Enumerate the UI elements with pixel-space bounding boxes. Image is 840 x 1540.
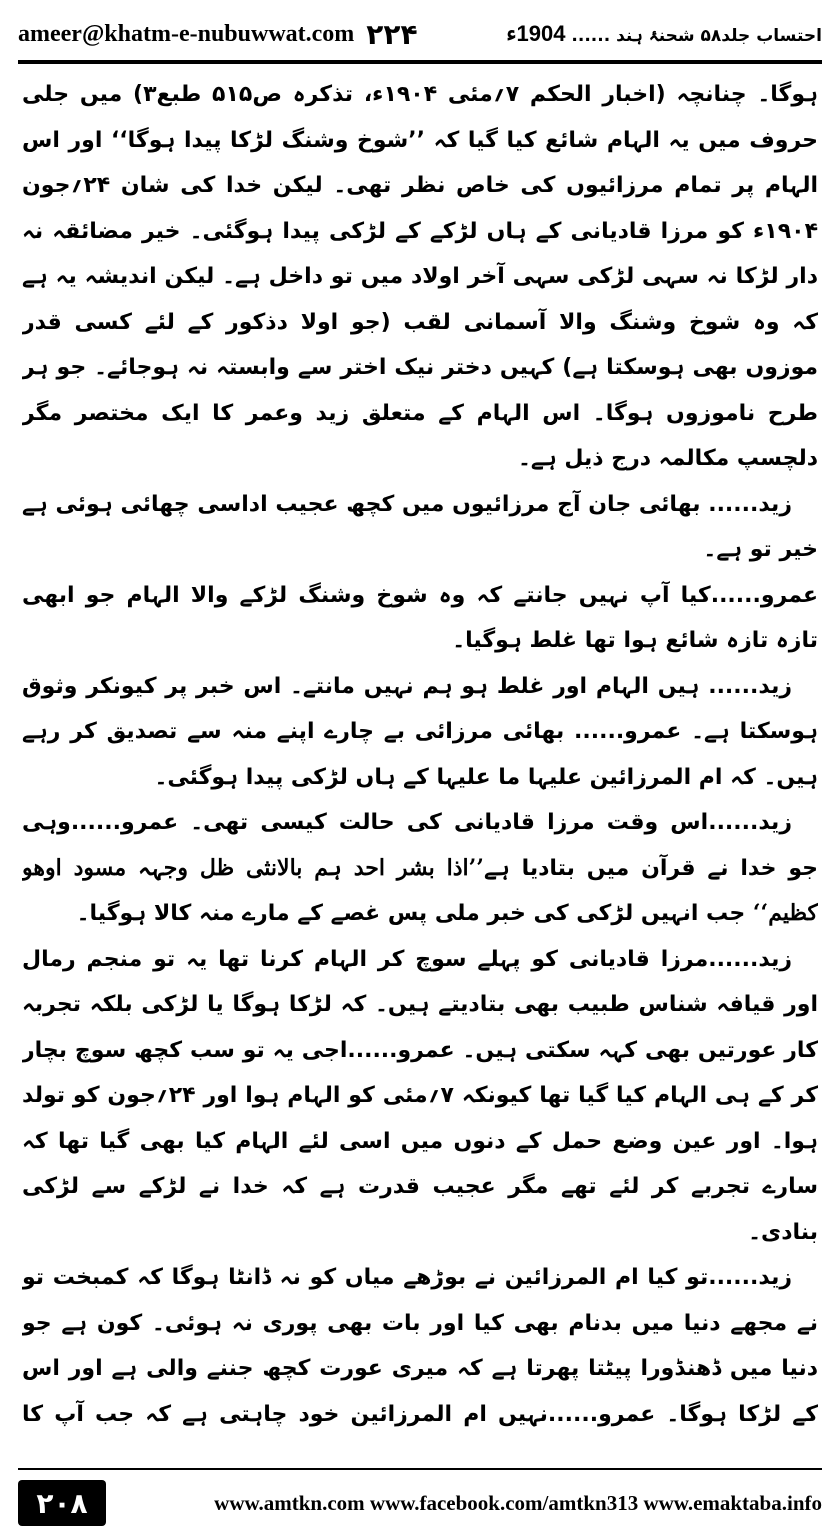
dialogue-zaid-2: زید...... ہیں الہام اور غلط ہو ہم نہیں مانتے۔ اس خبر پر کیونکر وثوق ہوسکتا ہے۔ عمرو...... بھائی مرزائی بے چارے اپنے منہ سے تصدیق کر رہے ہیں۔ کہ ام المرزائین علیہا ما علیہا کے ہاں لڑکی پیدا ہوگئی۔ [22, 673, 818, 790]
footer-page-number: ۲۰۸ [18, 1480, 106, 1526]
dialogue-zaid-5: زید......تو کیا ام المرزائین نے بوڑھے میاں کو نہ ڈانٹا ہوگا کہ کمبخت تو نے مجھے دنیا میں بدنام بھی کیا اور بات بھی پوری نہ ہوئی۔ کون ہے جو دنیا میں ڈھنڈورا پیٹتا پھرتا ہے کہ میری عورت کچھ جننے والی ہے اور اس کے لڑکا ہوگا۔ عمرو......نہیں ام المرزائین خود چاہتی ہے کہ جب آپ کا [22, 1265, 818, 1427]
paragraph-intro: ہوگا۔ چنانچہ (اخبار الحکم ۷؍مئی ۱۹۰۴ء، تذکرہ ص۵۱۵ طبع۳) میں جلی حروف میں یہ الہام شائع کیا گیا کہ ’’شوخ وشنگ لڑکا پیدا ہوگا‘‘ اور اس الہام پر تمام مرزائیوں کی خاص نظر تھی۔ لیکن خدا کی شان ۲۴؍جون ۱۹۰۴ء کو مرزا قادیانی کے ہاں لڑکے کے لڑکی پیدا ہوگئی۔ خیر مضائقہ نہ دار لڑکا نہ سہی لڑکی سہی آخر اولاد میں تو داخل ہے۔ لیکن اندیشہ یہ ہے کہ وہ شوخ وشنگ والا آسمانی لقب (جو اولا دذکور کے لئے کسی قدر موزوں بھی ہوسکتا ہے) کہیں دختر نیک اختر سے وابستہ نہ ہوجائے۔ جو ہر طرح ناموزوں ہوگا۔ اس الہام کے متعلق زید وعمر کا ایک مختصر مگر دلچسپ مکالمہ درج ذیل ہے۔ [22, 82, 818, 471]
quran-verse: ’’اذا بشر احد ہم بالانثی ظل وجہہ مسود اوھو کظیم‘‘ [22, 854, 818, 926]
body-text [22, 72, 818, 1442]
dialogue-amr-1: عمرو......کیا آپ نہیں جانتے کہ وہ شوخ وشنگ لڑکے والا الہام جو ابھی تازہ تازہ شائع ہوا تھا غلط ہوگیا۔ [22, 582, 818, 653]
page-header [18, 14, 822, 54]
footer-urls: www.amtkn.com www.facebook.com/amtkn313 www.emaktaba.info [214, 1490, 822, 1515]
header-rule [18, 60, 822, 64]
page-footer [18, 1480, 822, 1526]
running-head [506, 21, 822, 47]
footer-rule [18, 1468, 822, 1470]
dialogue-zaid-3 [22, 800, 818, 937]
running-head-title: احتساب جلد۵۸ شحنۂ ہند ...... [571, 26, 822, 46]
header-left [18, 18, 418, 51]
dialogue-zaid-3-cont: جب انہیں لڑکی کی خبر ملی پس غصے کے مارے منہ کالا ہوگیا۔ [76, 901, 746, 926]
header-page-number: ۲۲۴ [366, 17, 418, 51]
header-email: ameer@khatm-e-nubuwwat.com [18, 20, 355, 47]
dialogue-zaid-3-text: زید......اس وقت مرزا قادیانی کی حالت کیسی تھی۔ عمرو......وہی جو خدا نے قرآن میں بتادیا ہے [22, 810, 818, 881]
running-head-year: 1904ء [506, 21, 566, 46]
dialogue-zaid-4: زید......مرزا قادیانی کو پہلے سوچ کر الہام کرنا تھا یہ تو منجم رمال اور قیافہ شناس طبیب بھی بتادیتے ہیں۔ کہ لڑکا ہوگا یا لڑکی بلکہ تجربہ کار عورتیں بھی کہہ سکتی ہیں۔ عمرو......اجی یہ تو سب کچھ سوچ بچار کر کے ہی الہام کیا گیا تھا کیونکہ ۷؍مئی کو الہام ہوا اور ۲۴؍جون کو تولد ہوا۔ اور عین وضع حمل کے دنوں میں اسی لئے الہام کیا بھی گیا تھا کہ سارے تجربے کر لئے تھے مگر عجیب قدرت ہے کہ خدا نے لڑکے سے لڑکی بنادی۔ [22, 946, 818, 1245]
dialogue-zaid-1: زید...... بھائی جان آج مرزائیوں میں کچھ عجیب اداسی چھائی ہوئی ہے خیر تو ہے۔ [22, 491, 818, 562]
